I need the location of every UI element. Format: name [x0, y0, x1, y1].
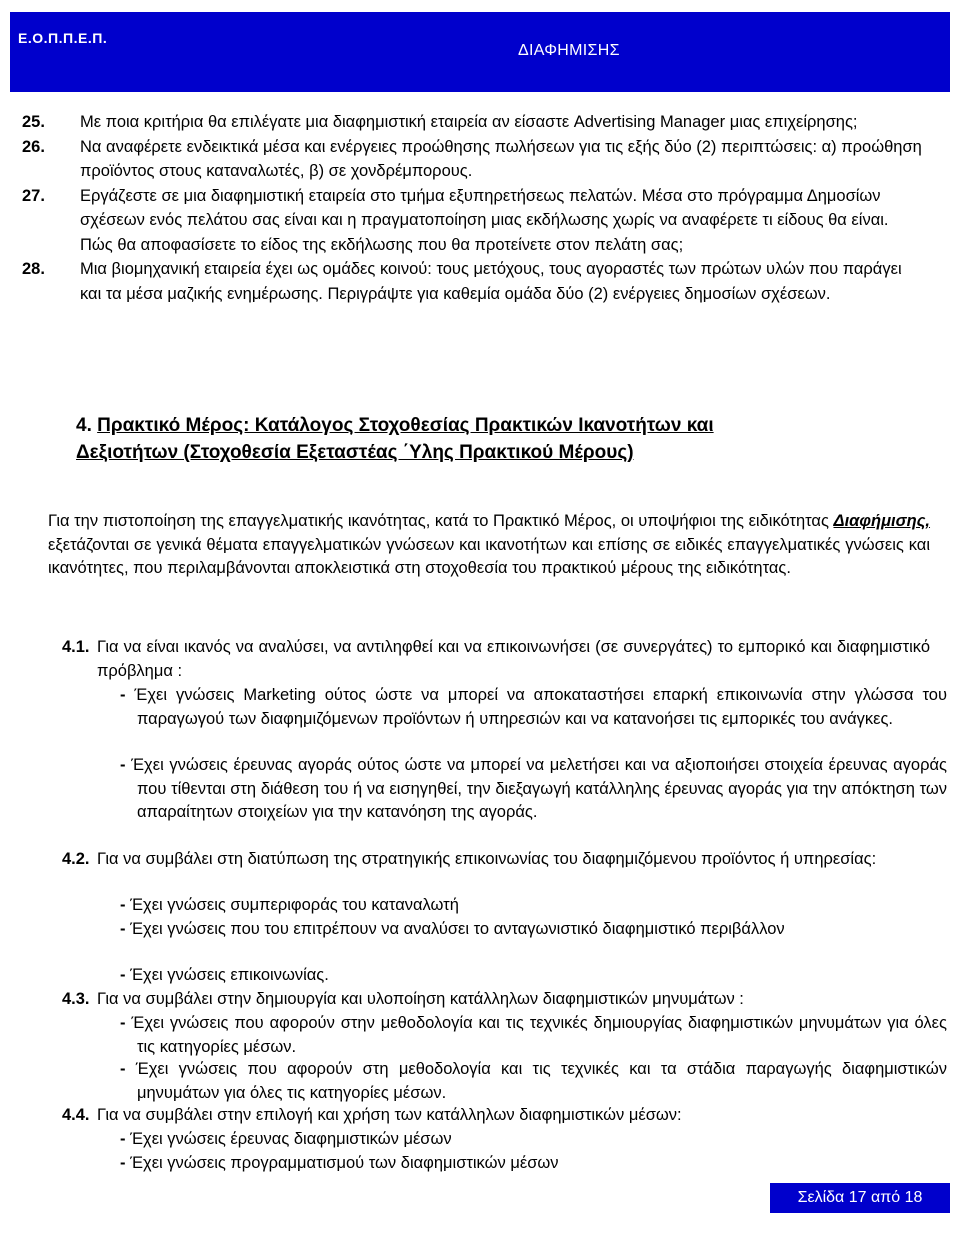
list-item-text: Έχει γνώσεις που του επιτρέπουν να αναλύσει το ανταγωνιστικό διαφημιστικό περιβάλλον	[130, 920, 785, 938]
intro-text-part2: εξετάζονται σε γενικά θέματα επαγγελματικών γνώσεων και ικανοτήτων και επίσης σε ειδικές επαγγελματικές γνώσεις και ικανότητες, που περιλαμβάνονται αποκλειστικά στη στοχοθεσία του πρακτικού μέρους της ειδικότητας.	[48, 535, 930, 577]
question-item	[22, 110, 922, 135]
list-item-text: Έχει γνώσεις προγραμματισμού των διαφημιστικών μέσων	[130, 1154, 559, 1172]
question-text: Μια βιομηχανική εταιρεία έχει ως ομάδες κοινού: τους μετόχους, τους αγοραστές των πρώτων υλών που παράγει και τα μέσα μαζικής ενημέρωσης. Περιγράψτε για καθεμία ομάδα δύο (2) ενέργειες δημοσίων σχέσεων.	[80, 260, 902, 303]
question-list	[22, 110, 922, 306]
list-item-text: Έχει γνώσεις επικοινωνίας.	[130, 966, 329, 984]
list-item-text: Έχει γνώσεις έρευνας διαφημιστικών μέσων	[130, 1130, 452, 1148]
list-item: - Έχει γνώσεις που αφορούν στην μεθοδολογία και τις τεχνικές δημιουργίας διαφημιστικών μηνυμάτων για όλες τις κατηγορίες μέσων.	[120, 1014, 947, 1056]
list-item: - Έχει γνώσεις προγραμματισμού των διαφημιστικών μέσων	[120, 1154, 559, 1172]
header-specialty: ΔΙΑΦΗΜΙΣΗΣ	[518, 42, 620, 59]
question-number: 25.	[22, 113, 45, 131]
intro-text-part1: Για την πιστοποίηση της επαγγελματικής ικανότητας, κατά το Πρακτικό Μέρος, οι υποψήφιοι της ειδικότητας	[48, 512, 834, 530]
subsection-number: 4.1.	[62, 638, 90, 656]
question-number: 26.	[22, 137, 45, 156]
subsection-number: 4.4.	[62, 1106, 90, 1124]
page-number-footer: Σελίδα 17 από 18	[770, 1183, 950, 1213]
list-item-text: Έχει γνώσεις έρευνας αγοράς ούτος ώστε να μπορεί να μελετήσει και να αξιοποιήσει στοιχεία έρευνας αγοράς που τίθενται στη διάθεση του ή να εισηγηθεί, την διεξαγωγή κατάλληλης έρευνας αγοράς για την απόκτηση των απαραίτητων στοιχείων για την κατανόηση της αγοράς.	[131, 756, 947, 821]
subsection-4-3	[62, 988, 930, 1012]
section-title-line2: Δεξιοτήτων (Στοχοθεσία Εξεταστέας ΄Υλης Πρακτικού Μέρους)	[76, 442, 634, 463]
question-text: Με ποια κριτήρια θα επιλέγατε μια διαφημιστική εταιρεία αν είσαστε Advertising Manager μιας επιχείρησης;	[80, 113, 858, 131]
list-item-text: Έχει γνώσεις συμπεριφοράς του καταναλωτή	[130, 896, 459, 914]
section-title-line1: Πρακτικό Μέρος: Κατάλογος Στοχοθεσίας Πρακτικών Ικανοτήτων και	[97, 415, 714, 436]
list-item: - Έχει γνώσεις έρευνας διαφημιστικών μέσων	[120, 1130, 452, 1148]
list-item-text: Έχει γνώσεις που αφορούν στη μεθοδολογία και τις τεχνικές και τα στάδια παραγωγής διαφημιστικών μηνυμάτων για όλες τις κατηγορίες μέσων.	[135, 1060, 947, 1102]
subsection-number: 4.2.	[62, 850, 90, 868]
question-text: Να αναφέρετε ενδεικτικά μέσα και ενέργειες προώθησης πωλήσεων για τις εξής δύο (2) περιπτώσεις: α) προώθηση προϊόντος στους καταναλωτές, β) σε χονδρέμπορους.	[80, 137, 922, 180]
subsection-4-2	[62, 848, 930, 872]
question-item	[22, 257, 922, 306]
list-item: - Έχει γνώσεις επικοινωνίας.	[120, 966, 329, 984]
subsection-lead: Για να είναι ικανός να αναλύσει, να αντιληφθεί και να επικοινωνήσει (σε συνεργάτες) το εμπορικό και διαφημιστικό πρόβλημα :	[97, 638, 930, 680]
intro-emphasis: Διαφήμισης,	[833, 512, 931, 530]
list-item: - Έχει γνώσεις που αφορούν στη μεθοδολογία και τις τεχνικές και τα στάδια παραγωγής διαφημιστικών μηνυμάτων για όλες τις κατηγορίες μέσων.	[120, 1060, 947, 1102]
list-item-text: Έχει γνώσεις Marketing ούτος ώστε να μπορεί να αποκαταστήσει επαρκή επικοινωνία στην γλώσσα του παραγωγού των διαφημιζόμενων προϊόντων ή υπηρεσιών και να κατανοήσει τις εμπορικές του ανάγκες.	[134, 686, 947, 728]
question-number: 28.	[22, 260, 45, 278]
list-item: - Έχει γνώσεις συμπεριφοράς του καταναλωτή	[120, 896, 459, 914]
subsection-lead: Για να συμβάλει στη διατύπωση της στρατηγικής επικοινωνίας του διαφημιζόμενου προϊόντος ή υπηρεσίας:	[97, 850, 877, 868]
list-item-text: Έχει γνώσεις που αφορούν στην μεθοδολογία και τις τεχνικές δημιουργίας διαφημιστικών μηνυμάτων για όλες τις κατηγορίες μέσων.	[131, 1014, 947, 1056]
subsection-lead: Για να συμβάλει στην επιλογή και χρήση των κατάλληλων διαφημιστικών μέσων:	[97, 1106, 682, 1124]
question-text: Εργάζεστε σε μια διαφημιστική εταιρεία στο τμήμα εξυπηρετήσεως πελατών. Μέσα στο πρόγραμμα Δημοσίων σχέσεων ενός πελάτου σας είναι και η πραγματοποίηση μιας εκδήλωσης χωρίς να αναφέρετε τι είδους θα είναι. Πώς θα αποφασίσετε το είδος της εκδήλωσης που θα προτείνετε στον πελάτη σας;	[80, 186, 889, 254]
list-item: - Έχει γνώσεις που του επιτρέπουν να αναλύσει το ανταγωνιστικό διαφημιστικό περιβάλλον	[120, 920, 785, 938]
list-item: - Έχει γνώσεις έρευνας αγοράς ούτος ώστε να μπορεί να μελετήσει και να αξιοποιήσει στοιχεία έρευνας αγοράς που τίθενται στη διάθεση του ή να εισηγηθεί, την διεξαγωγή κατάλληλης έρευνας αγοράς για την απόκτηση των απαραίτητων στοιχείων για την κατανόηση της αγοράς.	[120, 756, 947, 821]
list-item: - Έχει γνώσεις Marketing ούτος ώστε να μπορεί να αποκαταστήσει επαρκή επικοινωνία στην γλώσσα του παραγωγού των διαφημιζόμενων προϊόντων ή υπηρεσιών και να κατανοήσει τις εμπορικές του ανάγκες.	[120, 686, 947, 728]
subsection-lead: Για να συμβάλει στην δημιουργία και υλοποίηση κατάλληλων διαφημιστικών μηνυμάτων :	[97, 990, 744, 1008]
subsection-number: 4.3.	[62, 990, 90, 1008]
section-number: 4.	[76, 415, 92, 436]
subsection-4-4	[62, 1104, 930, 1128]
header-bar	[10, 12, 950, 92]
section-title	[76, 412, 896, 466]
subsection-4-1	[62, 636, 930, 683]
header-organization: Ε.Ο.Π.Π.Ε.Π.	[18, 30, 108, 46]
question-number: 27.	[22, 186, 45, 205]
question-item	[22, 135, 922, 184]
question-item	[22, 184, 922, 258]
intro-paragraph	[48, 510, 930, 581]
